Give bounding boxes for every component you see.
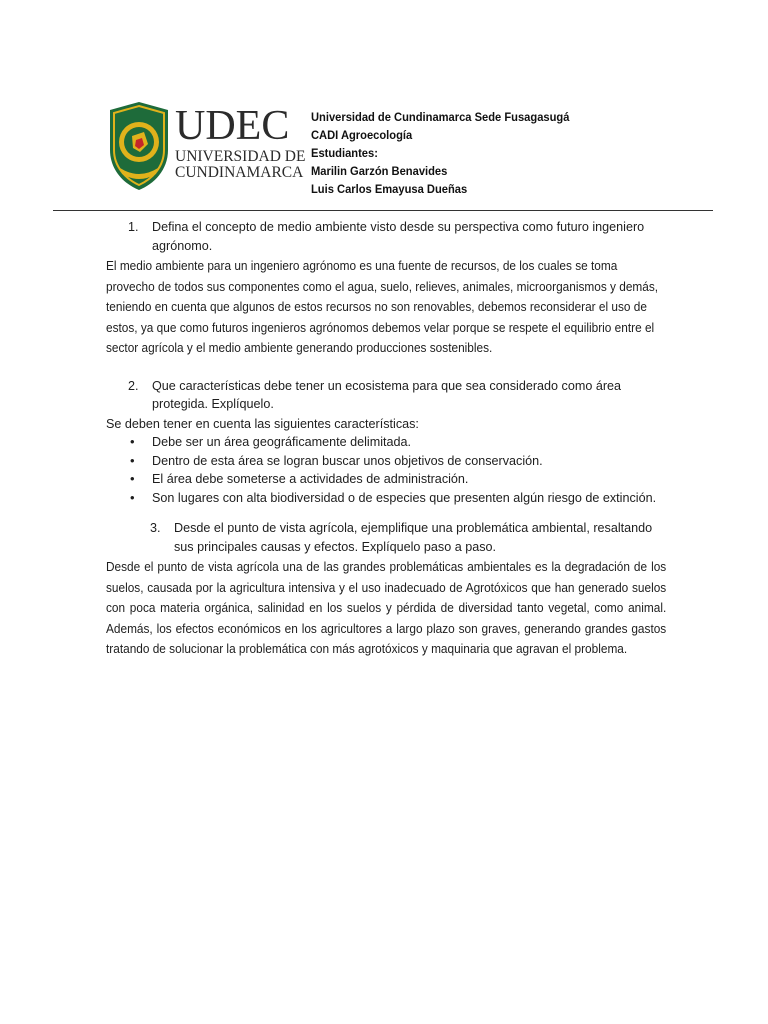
header-divider: [53, 210, 713, 211]
question-number: 2.: [128, 378, 139, 393]
question-number: 3.: [150, 521, 161, 535]
answer-3: Desde el punto de vista agrícola una de las grandes problemáticas ambientales es la degradación de los suelos, causada por la agricultura intensiva y el uso inadecuado de Agrotóxicos que han generado suelos con poca materia orgánica, salinidad en los suelos y pérdida de diversidad tanto vegetal, como animal. Además, los efectos económicos en los agricultores a largo plazo son graves, generando grandes gastos tratando de solucionar la problemática con más agrotóxicos y maquinaria que agravan el problema.: [106, 560, 667, 656]
question-2: [106, 377, 666, 414]
brand-name: UDEC: [175, 103, 290, 149]
answer-2-intro: Se deben tener en cuenta las siguientes características:: [106, 416, 419, 431]
list-item: • Debe ser un área geográficamente delimitada.: [106, 433, 666, 452]
header-student-1: Marilin Garzón Benavides: [311, 164, 448, 178]
header-institution: Universidad de Cundinamarca Sede Fusagasugá: [311, 110, 570, 124]
characteristics-list: [106, 433, 666, 507]
document-body: [106, 218, 666, 660]
question-number: 1.: [128, 220, 139, 234]
question-text: Desde el punto de vista agrícola, ejemplifique una problemática ambiental, resaltando sus principales causas y efectos. Explíquelo paso a paso.: [174, 521, 653, 554]
header-student-2: Luis Carlos Emayusa Dueñas: [311, 182, 468, 196]
question-3: [106, 519, 666, 556]
brand-subtitle-line1: UNIVERSIDAD DE: [175, 148, 306, 165]
question-text: Que características debe tener un ecosistema para que sea considerado como área protegida. Explíquelo.: [152, 378, 622, 411]
answer-1: El medio ambiente para un ingeniero agrónomo es una fuente de recursos, de los cuales se toma provecho de todos sus componentes como el agua, suelo, relieves, animales, microorganismos y demás, teniendo en cuenta que algunos de estos recursos no son renovables, debemos reconsiderar el uso de estos, ya que como futuros ingenieros agrónomos debemos velar porque se respete el equilibrio entre el sector agrícola y el medio ambiente generando producciones sostenibles.: [106, 259, 659, 355]
question-text: Defina el concepto de medio ambiente visto desde su perspectiva como futuro ingeniero agrónomo.: [152, 220, 645, 253]
header-program: CADI Agroecología: [311, 128, 413, 142]
brand-wordmark: [175, 104, 305, 180]
brand-subtitle-line2: CUNDINAMARCA: [175, 164, 304, 181]
header-students-label: Estudiantes:: [311, 146, 378, 160]
header-info: [311, 108, 711, 198]
list-item: • El área debe someterse a actividades de administración.: [106, 470, 666, 489]
question-1: [106, 218, 666, 255]
list-item: • Son lugares con alta biodiversidad o de especies que presenten algún riesgo de extinción.: [106, 489, 666, 508]
university-seal-icon: [106, 100, 172, 192]
list-item: • Dentro de esta área se logran buscar unos objetivos de conservación.: [106, 452, 666, 471]
